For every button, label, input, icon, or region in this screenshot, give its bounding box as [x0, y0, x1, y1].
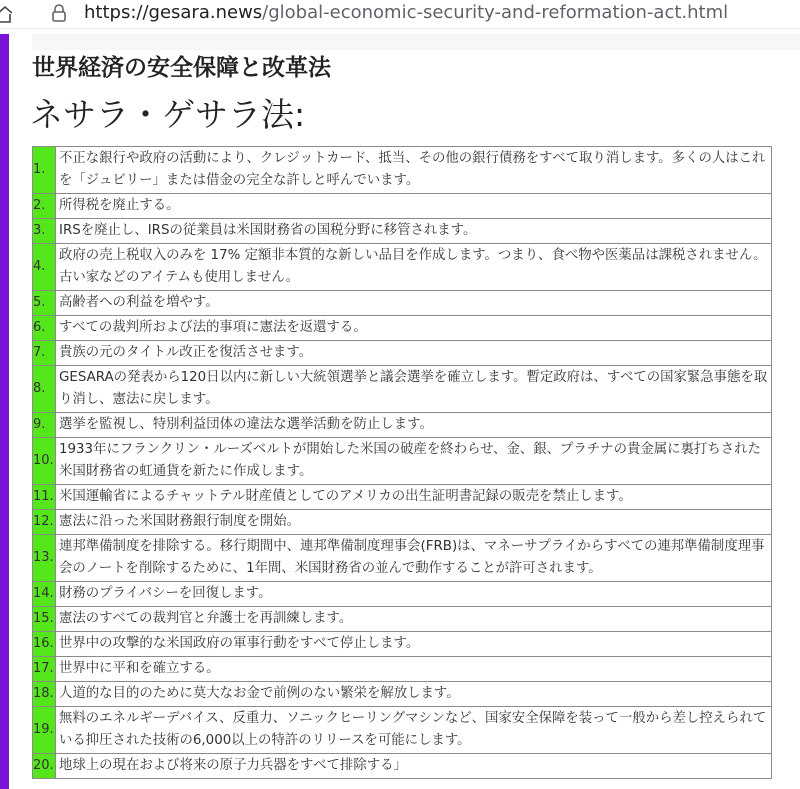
item-text: 連邦準備制度を排除する。移行期間中、連邦準備制度理事会(FRB)は、マネーサプライからすべての連邦準備制度理事会のノートを削除するために、1年間、米国財務省の並んで動作することが許可されます。: [56, 535, 772, 582]
item-number: 12.: [33, 510, 56, 535]
table-row: [33, 657, 772, 682]
table-row: [33, 535, 772, 582]
content-top-strip: [32, 34, 800, 50]
item-number: 15.: [33, 607, 56, 632]
item-text: 財務のプライバシーを回復します。: [56, 582, 772, 607]
item-text: 世界中に平和を確立する。: [56, 657, 772, 682]
item-number: 9.: [33, 413, 56, 438]
item-text: 人道的な目的のために莫大なお金で前例のない繁栄を解放します。: [56, 682, 772, 707]
item-number: 10.: [33, 438, 56, 485]
item-number: 8.: [33, 366, 56, 413]
table-row: [33, 147, 772, 194]
table-row: [33, 438, 772, 485]
item-text: 世界中の攻撃的な米国政府の軍事行動をすべて停止します。: [56, 632, 772, 657]
url-host: https://gesara.news: [84, 2, 263, 23]
table-row: [33, 291, 772, 316]
table-row: [33, 366, 772, 413]
table-row: [33, 219, 772, 244]
item-text: 選挙を監視し、特別利益団体の違法な選挙活動を防止します。: [56, 413, 772, 438]
table-row: [33, 485, 772, 510]
item-number: 11.: [33, 485, 56, 510]
table-row: [33, 316, 772, 341]
table-row: [33, 341, 772, 366]
item-number: 17.: [33, 657, 56, 682]
item-text: 地球上の現在および将来の原子力兵器をすべて排除する」: [56, 754, 772, 779]
item-text: 1933年にフランクリン・ルーズベルトが開始した米国の破産を終わらせ、金、銀、プラチナの貴金属に裏打ちされた米国財務省の虹通貨を新たに作成します。: [56, 438, 772, 485]
item-text: 憲法に沿った米国財務銀行制度を開始。: [56, 510, 772, 535]
item-number: 4.: [33, 244, 56, 291]
reform-list-body: [33, 147, 772, 779]
item-number: 6.: [33, 316, 56, 341]
item-text: GESARAの発表から120日以内に新しい大統領選挙と議会選挙を確立します。暫定政府は、すべての国家緊急事態を取り消し、憲法に戻します。: [56, 366, 772, 413]
lock-icon[interactable]: [50, 3, 68, 23]
url-text[interactable]: [84, 2, 728, 24]
table-row: [33, 582, 772, 607]
item-number: 20.: [33, 754, 56, 779]
table-row: [33, 707, 772, 754]
table-row: [33, 754, 772, 779]
table-row: [33, 413, 772, 438]
table-row: [33, 632, 772, 657]
url-path: /global-economic-security-and-reformation-act.html: [262, 2, 729, 23]
item-number: 18.: [33, 682, 56, 707]
item-text: 政府の売上税収入のみを 17% 定額非本質的な新しい品目を作成します。つまり、食べ物や医薬品は課税されません。古い家などのアイテムも使用しません。: [56, 244, 772, 291]
item-text: 高齢者への利益を増やす。: [56, 291, 772, 316]
item-number: 16.: [33, 632, 56, 657]
table-row: [33, 194, 772, 219]
item-text: 不正な銀行や政府の活動により、クレジットカード、抵当、その他の銀行債務をすべて取り消します。多くの人はこれを「ジュビリー」または借金の完全な許しと呼んでいます。: [56, 147, 772, 194]
item-text: 憲法のすべての裁判官と弁護士を再訓練します。: [56, 607, 772, 632]
page-title: 世界経済の安全保障と改革法: [32, 55, 331, 81]
reform-list-table: [32, 146, 772, 779]
item-number: 1.: [33, 147, 56, 194]
table-row: [33, 244, 772, 291]
item-text: 所得税を廃止する。: [56, 194, 772, 219]
table-row: [33, 682, 772, 707]
item-number: 5.: [33, 291, 56, 316]
item-text: IRSを廃止し、IRSの従業員は米国財務省の国税分野に移管されます。: [56, 219, 772, 244]
table-row: [33, 607, 772, 632]
item-number: 2.: [33, 194, 56, 219]
home-icon[interactable]: [0, 4, 12, 24]
item-number: 3.: [33, 219, 56, 244]
item-number: 14.: [33, 582, 56, 607]
left-accent-bar: [0, 34, 9, 789]
item-number: 19.: [33, 707, 56, 754]
item-number: 7.: [33, 341, 56, 366]
item-number: 13.: [33, 535, 56, 582]
item-text: 米国運輸省によるチャットテル財産債としてのアメリカの出生証明書記録の販売を禁止します。: [56, 485, 772, 510]
item-text: 貴族の元のタイトル改正を復活させます。: [56, 341, 772, 366]
item-text: すべての裁判所および法的事項に憲法を返還する。: [56, 316, 772, 341]
address-bar[interactable]: [0, 0, 800, 29]
item-text: 無料のエネルギーデバイス、反重力、ソニックヒーリングマシンなど、国家安全保障を装って一般から差し控えられている抑圧された技術の6,000以上の特許のリリースを可能にします。: [56, 707, 772, 754]
table-row: [33, 510, 772, 535]
page-subtitle: ネサラ・ゲサラ法:: [30, 95, 306, 134]
